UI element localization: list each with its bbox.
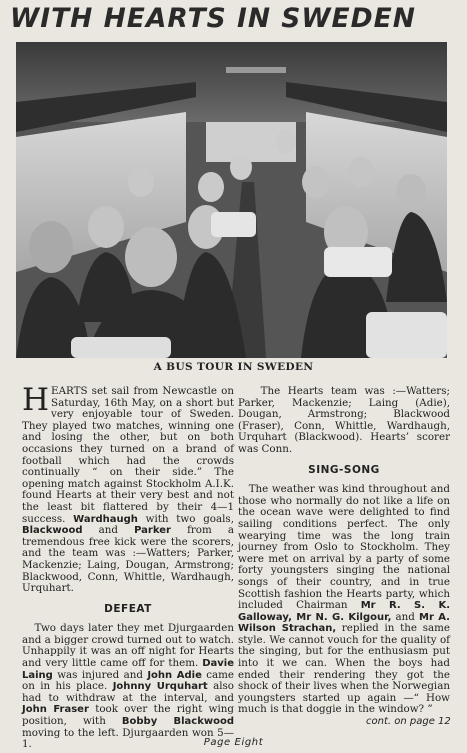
bus-photo: [16, 42, 447, 358]
headline: WITH HEARTS IN SWEDEN: [10, 3, 416, 34]
paragraph: The weather was kind throughout and those who normally do not like a life on the ocean wave were delighted to find sailing conditions perfect. The only wearying time was the long train journey from Oslo to Stockholm. They were met on arrival by a party of some forty youngsters singing the national songs of their country, and in true Scottish fashion the Hearts party, which included Chairman Mr R. S. K. Galloway, Mr N. G. Kilgour, and Mr A. Wilson Strachan, replied in the same style. We cannot vouch for the quality of the singing, but for the enthusiasm put into it we can. When the boys had ended their rendering they got the shock of their lives when the Norwegian youngsters started up again —“ How much is that doggie in the window? ”: [238, 483, 450, 716]
paragraph: The Hearts team was :—Watters; Parker, Mackenzie; Laing (Adie), Dougan, Armstrong; Blackwood (Fraser), Conn, Whittle, Wardhaugh, Urquhart (Blackwood). Hearts’ scorer was Conn.: [238, 385, 450, 455]
drop-cap: H: [22, 382, 50, 418]
page-number: Page Eight: [203, 737, 264, 748]
paragraph: HEARTS set sail from Newcastle on Saturday, 16th May, on a short but very enjoyable tour of Sweden. They played two matches, winning one and losing the other, but on both occasions they turned on a brand of football which had the crowds continually “ on their side.” The opening match against Stockholm A.I.K. found Hearts at their very best and not the least bit flattered by their 4—1 success. Wardhaugh with two goals, Blackwood and Parker from a tremendous free kick were the scorers, and the team was :—Watters; Parker, Mackenzie; Laing, Dougan, Armstrong; Blackwood, Conn, Whittle, Wardhaugh, Urquhart.: [22, 382, 234, 595]
article-right-column: [238, 386, 450, 718]
subhead-defeat: DEFEAT: [104, 602, 152, 615]
article-left-column: [22, 382, 235, 753]
continued-note: cont. on page 12: [366, 716, 451, 727]
paragraph: Two days later they met Djurgaarden and a bigger crowd turned out to watch. Unhappily it was an off night for Hearts and very little came off for them. Davie Laing was injured and John Adie came on in his place. Johnny Urquhart also had to withdraw at the interval, and John Fraser took over the right wing position, with Bobby Blackwood moving to the left. Djurgaarden won 5—1.: [22, 622, 235, 751]
subhead-sing-song: SING-SONG: [308, 463, 380, 476]
photo-caption: A BUS TOUR IN SWEDEN: [153, 361, 314, 373]
